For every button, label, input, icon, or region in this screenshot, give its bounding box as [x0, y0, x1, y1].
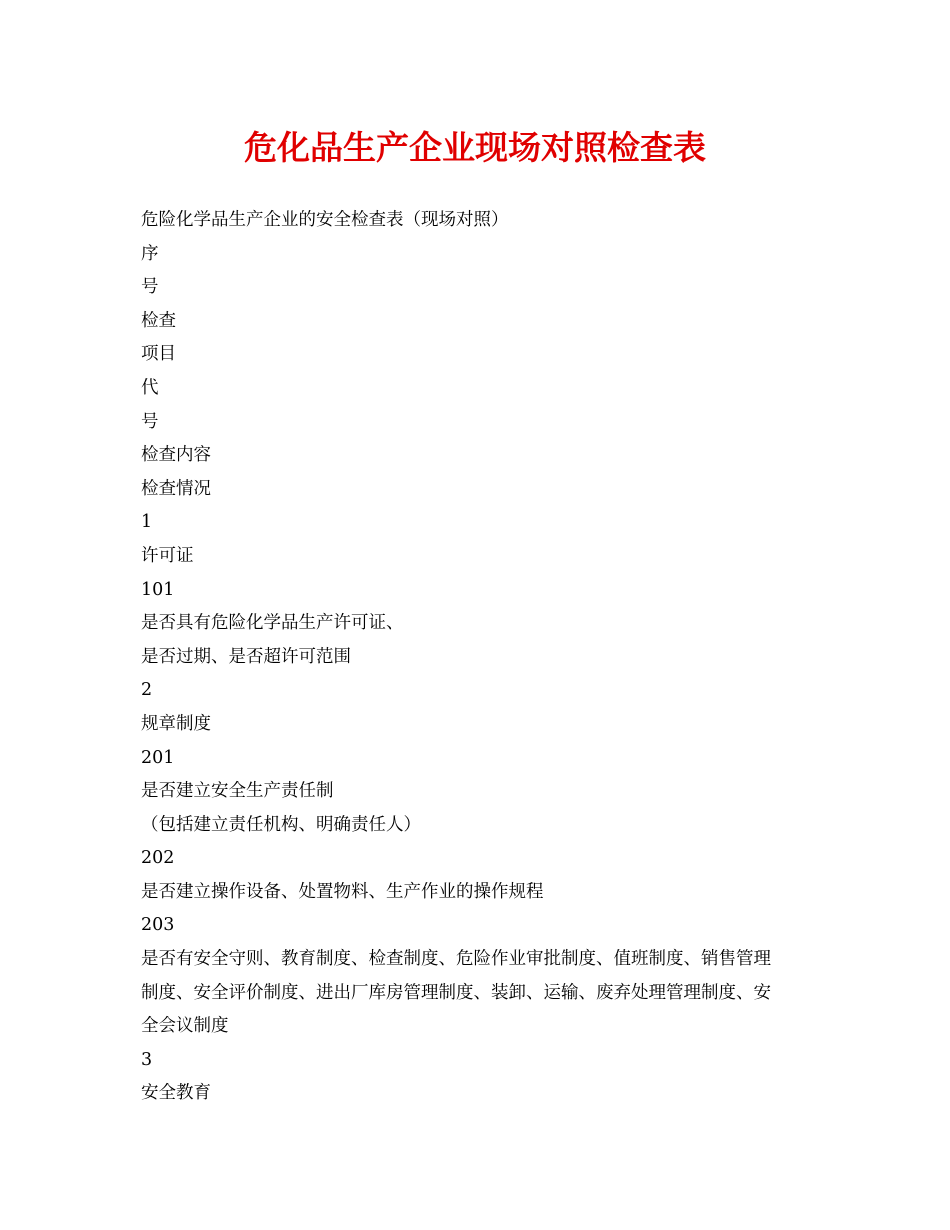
document-title: 危化品生产企业现场对照检查表	[244, 128, 706, 167]
header-code-part2: 号	[141, 411, 159, 432]
section-title: 许可证	[141, 545, 194, 566]
header-item-part1: 检查	[141, 310, 176, 331]
item-content: 是否具有危险化学品生产许可证、	[141, 613, 404, 634]
section-number: 1	[141, 512, 153, 533]
header-status: 检查情况	[141, 478, 211, 499]
item-content: 制度、安全评价制度、进出厂库房管理制度、装卸、运输、废弃处理管理制度、安	[141, 982, 771, 1003]
document-body	[141, 204, 821, 1111]
item-content: 是否有安全守则、教育制度、检查制度、危险作业审批制度、值班制度、销售管理	[141, 949, 771, 970]
item-content: 全会议制度	[141, 1016, 229, 1037]
item-code: 203	[141, 915, 175, 936]
section-title: 安全教育	[141, 1083, 211, 1104]
header-code-part1: 代	[141, 377, 159, 398]
section-number: 3	[141, 1049, 153, 1070]
section-number: 2	[141, 680, 153, 701]
item-code: 201	[141, 747, 175, 768]
subtitle-line: 危险化学品生产企业的安全检查表（现场对照）	[141, 210, 509, 230]
header-serial-part1: 序	[141, 243, 159, 264]
item-code: 202	[141, 848, 175, 869]
item-code: 101	[141, 579, 175, 600]
item-content: 是否建立安全生产责任制	[141, 781, 334, 802]
header-serial-part2: 号	[141, 277, 159, 298]
item-content: （包括建立责任机构、明确责任人）	[141, 814, 421, 835]
header-item-part2: 项目	[141, 344, 176, 365]
header-content: 检查内容	[141, 445, 211, 466]
item-content: 是否建立操作设备、处置物料、生产作业的操作规程	[141, 881, 544, 902]
section-title: 规章制度	[141, 713, 211, 734]
item-content: 是否过期、是否超许可范围	[141, 646, 351, 667]
